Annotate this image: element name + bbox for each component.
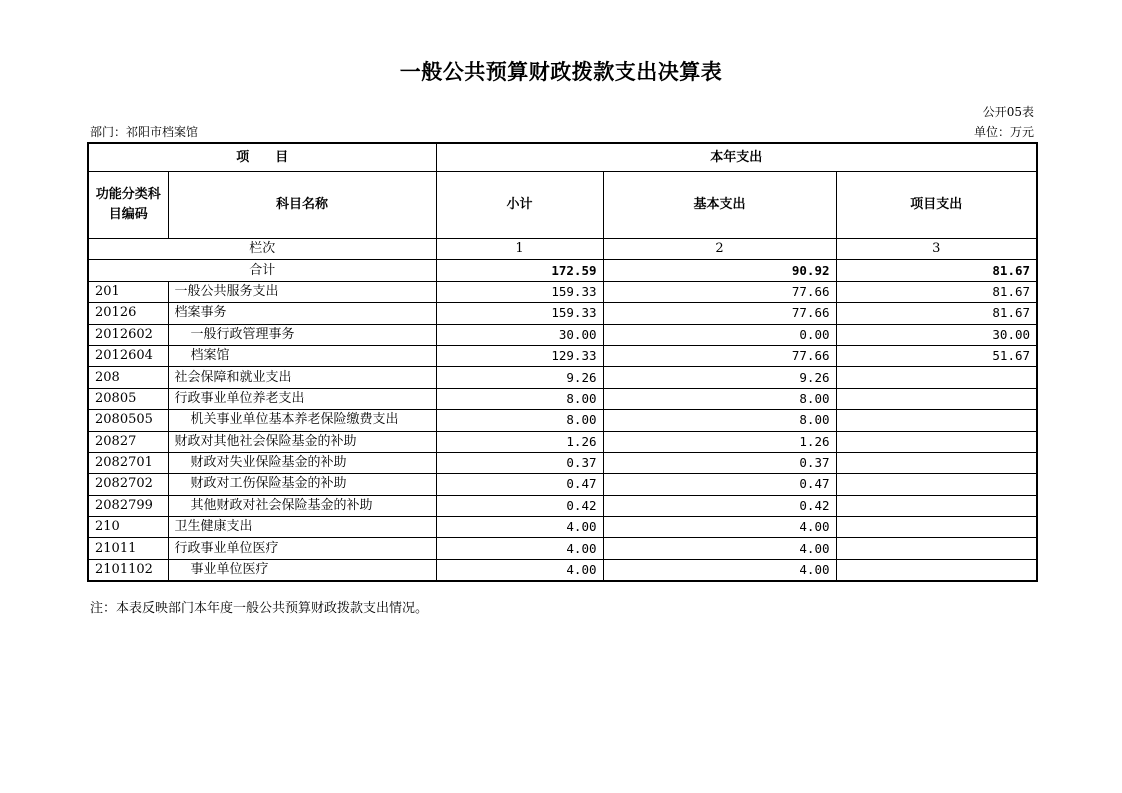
row-basic: 0.00: [603, 324, 836, 345]
row-code: 20805: [88, 388, 168, 409]
row-code: 2101102: [88, 559, 168, 581]
row-name: 财政对失业保险基金的补助: [168, 452, 436, 473]
header-project: 项目支出: [836, 172, 1037, 239]
row-name: 行政事业单位养老支出: [168, 388, 436, 409]
header-func-code: 功能分类科目编码: [88, 172, 168, 239]
row-code: 210: [88, 517, 168, 538]
row-basic: 9.26: [603, 367, 836, 388]
row-name: 一般公共服务支出: [168, 281, 436, 302]
row-basic: 4.00: [603, 559, 836, 581]
row-project: [836, 474, 1037, 495]
row-subtotal: 0.47: [436, 474, 603, 495]
row-subtotal: 4.00: [436, 538, 603, 559]
row-code: 21011: [88, 538, 168, 559]
row-basic: 8.00: [603, 388, 836, 409]
row-project: [836, 431, 1037, 452]
row-subtotal: 159.33: [436, 281, 603, 302]
row-name: 机关事业单位基本养老保险缴费支出: [168, 410, 436, 431]
row-basic: 4.00: [603, 517, 836, 538]
footnote: 注：本表反映部门本年度一般公共预算财政拨款支出情况。: [90, 601, 429, 616]
total-label: 合计: [88, 260, 436, 281]
form-number: 公开05表: [982, 105, 1034, 119]
table-row: [88, 431, 1037, 452]
column-number-1: 1: [436, 239, 603, 260]
expenditure-table: [87, 142, 1038, 582]
row-project: [836, 559, 1037, 581]
row-code: 2080505: [88, 410, 168, 431]
row-project: 51.67: [836, 345, 1037, 366]
row-project: 81.67: [836, 303, 1037, 324]
table-row: [88, 345, 1037, 366]
row-subtotal: 30.00: [436, 324, 603, 345]
row-code: 208: [88, 367, 168, 388]
table-row: [88, 517, 1037, 538]
row-subtotal: 0.37: [436, 452, 603, 473]
row-basic: 77.66: [603, 281, 836, 302]
row-project: 81.67: [836, 281, 1037, 302]
row-name: 档案馆: [168, 345, 436, 366]
row-code: 2082701: [88, 452, 168, 473]
table-row: [88, 367, 1037, 388]
row-subtotal: 159.33: [436, 303, 603, 324]
department-label: 部门：祁阳市档案馆: [90, 125, 199, 139]
row-code: 2012602: [88, 324, 168, 345]
row-name: 其他财政对社会保险基金的补助: [168, 495, 436, 516]
table-row: [88, 324, 1037, 345]
table-row: [88, 452, 1037, 473]
row-project: [836, 388, 1037, 409]
table-row: [88, 495, 1037, 516]
row-code: 2082702: [88, 474, 168, 495]
page-title: 一般公共预算财政拨款支出决算表: [399, 60, 723, 84]
total-subtotal: 172.59: [436, 260, 603, 281]
column-number-2: 2: [603, 239, 836, 260]
column-number-label: 栏次: [88, 239, 436, 260]
row-subtotal: 4.00: [436, 517, 603, 538]
row-subtotal: 0.42: [436, 495, 603, 516]
row-name: 档案事务: [168, 303, 436, 324]
row-subtotal: 4.00: [436, 559, 603, 581]
row-subtotal: 9.26: [436, 367, 603, 388]
row-project: [836, 517, 1037, 538]
row-name: 财政对其他社会保险基金的补助: [168, 431, 436, 452]
total-project: 81.67: [836, 260, 1037, 281]
table-row: [88, 281, 1037, 302]
row-code: 20126: [88, 303, 168, 324]
table-row: [88, 559, 1037, 581]
row-subtotal: 1.26: [436, 431, 603, 452]
row-code: 20827: [88, 431, 168, 452]
row-project: [836, 452, 1037, 473]
row-basic: 77.66: [603, 345, 836, 366]
row-project: [836, 538, 1037, 559]
row-basic: 4.00: [603, 538, 836, 559]
total-row: [88, 260, 1037, 281]
row-basic: 1.26: [603, 431, 836, 452]
table-row: [88, 474, 1037, 495]
row-project: [836, 367, 1037, 388]
header-basic: 基本支出: [603, 172, 836, 239]
row-basic: 77.66: [603, 303, 836, 324]
row-subtotal: 129.33: [436, 345, 603, 366]
row-basic: 0.37: [603, 452, 836, 473]
row-name: 一般行政管理事务: [168, 324, 436, 345]
table-row: [88, 410, 1037, 431]
row-code: 2082799: [88, 495, 168, 516]
row-project: 30.00: [836, 324, 1037, 345]
row-basic: 0.47: [603, 474, 836, 495]
row-name: 财政对工伤保险基金的补助: [168, 474, 436, 495]
table-row: [88, 303, 1037, 324]
unit-label: 单位：万元: [973, 125, 1034, 139]
column-number-3: 3: [836, 239, 1037, 260]
row-code: 2012604: [88, 345, 168, 366]
row-subtotal: 8.00: [436, 410, 603, 431]
row-basic: 0.42: [603, 495, 836, 516]
row-subtotal: 8.00: [436, 388, 603, 409]
row-name: 社会保障和就业支出: [168, 367, 436, 388]
header-row-1: [88, 143, 1037, 172]
row-name: 事业单位医疗: [168, 559, 436, 581]
row-name: 行政事业单位医疗: [168, 538, 436, 559]
total-basic: 90.92: [603, 260, 836, 281]
header-item: 项 目: [88, 143, 436, 172]
row-project: [836, 410, 1037, 431]
table-row: [88, 538, 1037, 559]
row-project: [836, 495, 1037, 516]
header-subtotal: 小计: [436, 172, 603, 239]
row-basic: 8.00: [603, 410, 836, 431]
header-subject-name: 科目名称: [168, 172, 436, 239]
header-row-2: [88, 172, 1037, 239]
header-current-year: 本年支出: [436, 143, 1037, 172]
row-code: 201: [88, 281, 168, 302]
column-number-row: [88, 239, 1037, 260]
row-name: 卫生健康支出: [168, 517, 436, 538]
table-row: [88, 388, 1037, 409]
